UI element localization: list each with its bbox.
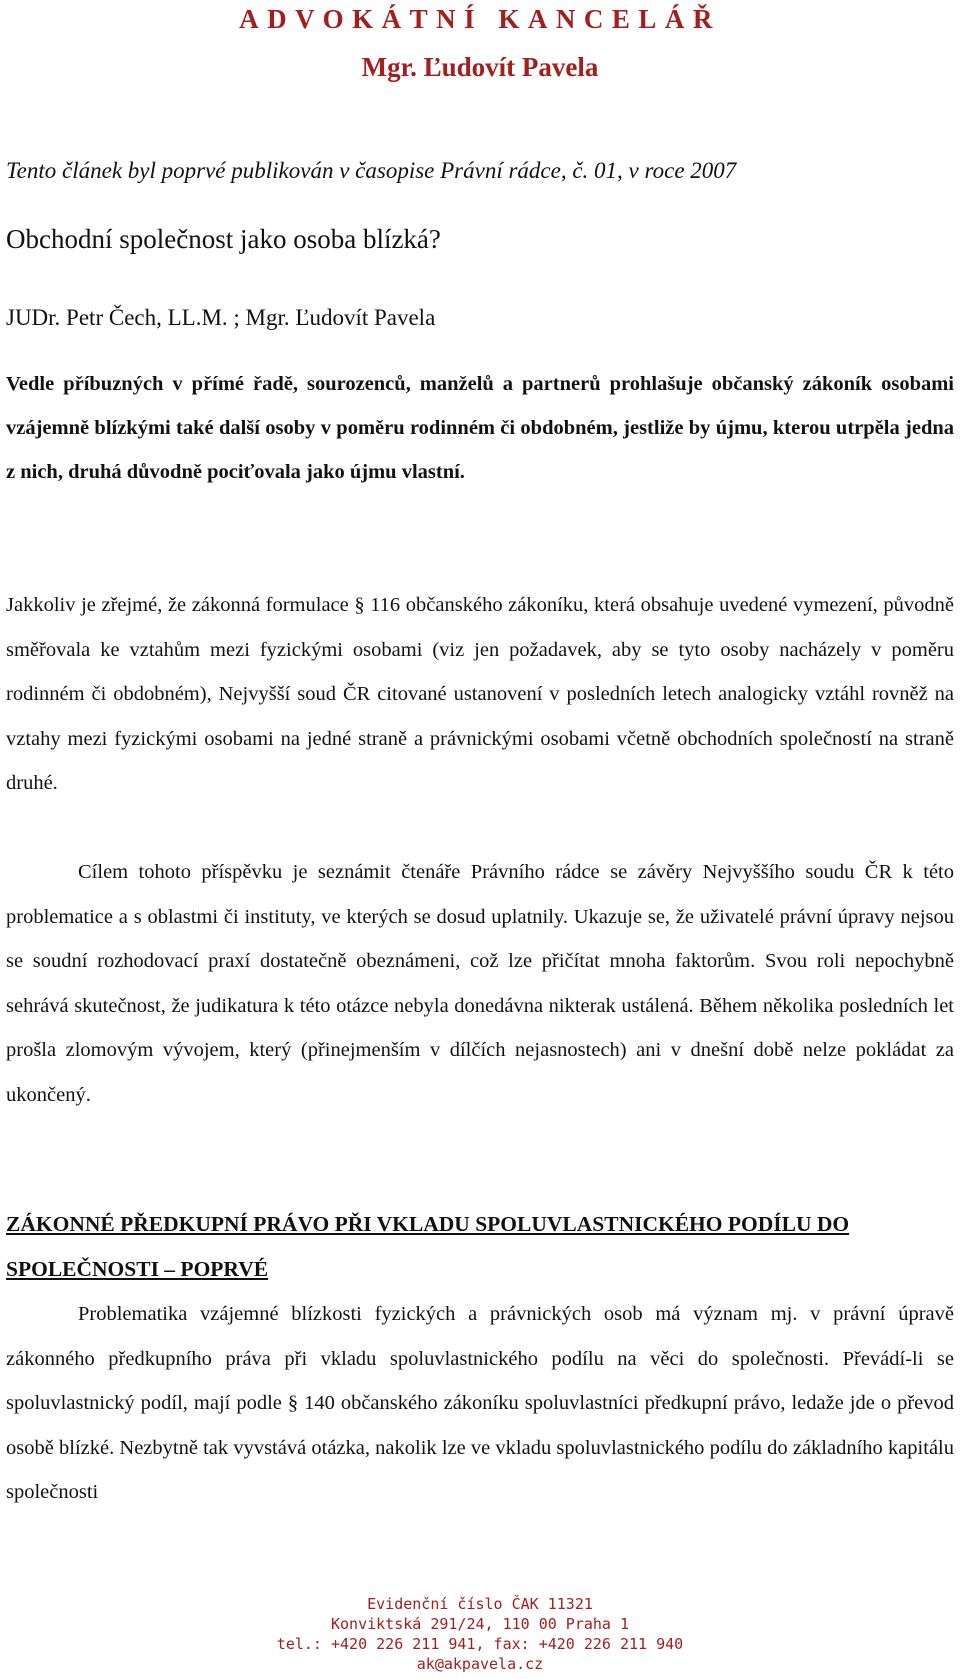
body-paragraph-1: Jakkoliv je zřejmé, že zákonná formulace § 116 občanského zákoníku, která obsahuje uvedené vymezení, původně směřovala ke vztahům mezi fyzickými osobami (viz jen požadavek, aby se tyto osoby nacházely v poměru rodinném či obdobném), Nejvyšší soud ČR citované ustanovení v posledních letech analogicky vztáhl rovněž na vztahy mezi fyzickými osobami na jedné straně a právnickými osobami včetně obchodních společností na straně druhé. <box>6 594 954 794</box>
letterhead-footer <box>0 1594 960 1674</box>
section-heading: ZÁKONNÉ PŘEDKUPNÍ PRÁVO PŘI VKLADU SPOLUVLASTNICKÉHO PODÍLU DO SPOLEČNOSTI – POPRVÉ <box>6 1212 850 1281</box>
article-title: Obchodní společnost jako osoba blízká? <box>6 224 441 254</box>
footer-registration: Evidenční číslo ČAK 11321 <box>367 1595 593 1613</box>
footer-contact: tel.: +420 226 211 941, fax: +420 226 211 940 <box>276 1635 684 1653</box>
publication-note: Tento článek byl poprvé publikován v časopise Právní rádce, č. 01, v roce 2007 <box>6 158 737 183</box>
attorney-name-heading: Mgr. Ľudovít Pavela <box>361 52 599 82</box>
body-paragraph-3: Problematika vzájemné blízkosti fyzických a právnických osob má význam mj. v právní úpravě zákonného předkupního práva při vkladu spoluvlastnického podílu na věci do společnosti. Převádí-li se spoluvlastnický podíl, mají podle § 140 občanského zákoníku spoluvlastníci předkupní právo, ledaže jde o převod osobě blízké. Nezbytně tak vyvstává otázka, nakolik lze ve vkladu spoluvlastnického podílu do základního kapitálu společnosti <box>6 1303 954 1503</box>
footer-address: Konviktská 291/24, 110 00 Praha 1 <box>330 1615 629 1633</box>
article-authors: JUDr. Petr Čech, LL.M. ; Mgr. Ľudovít Pavela <box>6 305 436 330</box>
body-paragraph-2: Cílem tohoto příspěvku je seznámit čtenáře Právního rádce se závěry Nejvyššího soudu ČR k této problematice a s oblastmi či instituty, ve kterých se dosud uplatnily. Ukazuje se, že uživatelé právní úpravy nejsou se soudní rozhodovací praxí dostatečně obeznámeni, což lze přičítat mnoha faktorům. Svou roli nepochybně sehrává skutečnost, že judikatura k této otázce nebyla donedávna nikterak ustálená. Během několika posledních let prošla zlomovým vývojem, který (přinejmenším v dílčích nejasnostech) ani v dnešní době nelze pokládat za ukončený. <box>6 861 954 1106</box>
footer-email: ak@akpavela.cz <box>416 1655 544 1673</box>
firm-name-heading: ADVOKÁTNÍ KANCELÁŘ <box>239 4 721 34</box>
article-abstract: Vedle příbuzných v přímé řadě, sourozenců, manželů a partnerů prohlašuje občanský zákoník osobami vzájemně blízkými také další osoby v poměru rodinném či obdobném, jestliže by újmu, kterou utrpěla jedna z nich, druhá důvodně pociťovala jako újmu vlastní. <box>6 373 954 483</box>
